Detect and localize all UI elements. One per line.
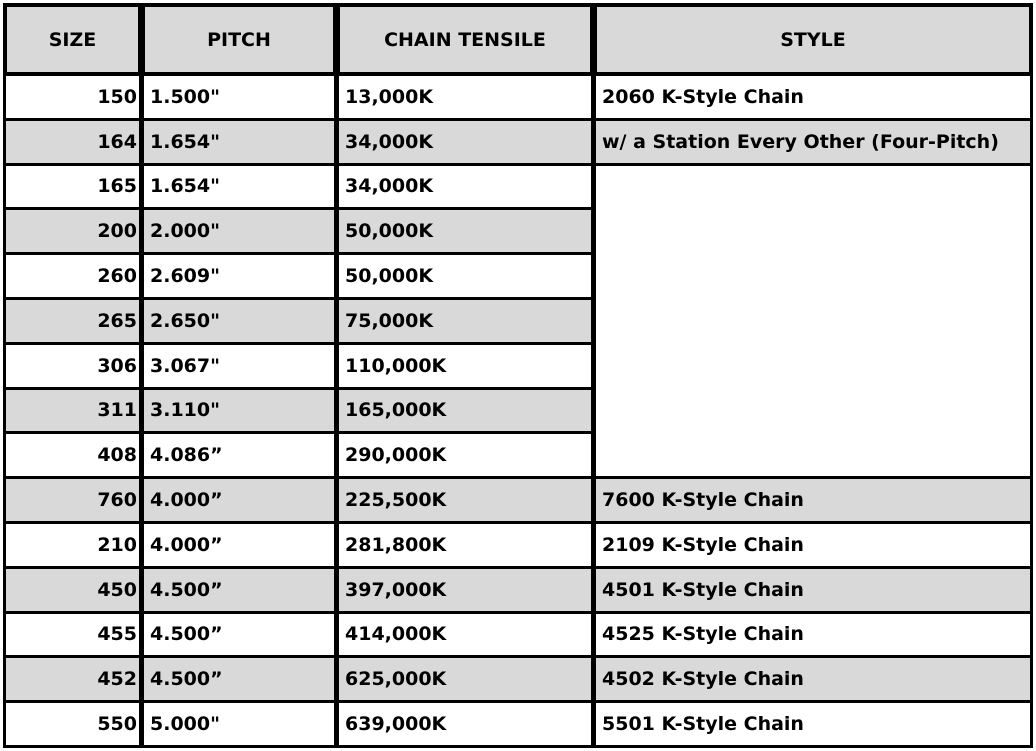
cell-pitch: 4.000” — [144, 479, 334, 521]
chain-spec-table — [3, 3, 1033, 748]
cell-pitch: 3.067" — [144, 345, 334, 387]
cell-tensile: 625,000K — [339, 658, 591, 700]
header-size: SIZE — [6, 6, 139, 73]
cell-size: 200 — [6, 210, 139, 252]
cell-pitch: 3.110" — [144, 390, 334, 432]
cell-tensile: 34,000K — [339, 121, 591, 163]
cell-style: 4502 K-Style Chain — [596, 658, 1030, 700]
cell-size: 311 — [6, 390, 139, 432]
cell-size: 210 — [6, 524, 139, 566]
cell-size: 165 — [6, 166, 139, 208]
cell-pitch: 1.654" — [144, 121, 334, 163]
cell-tensile: 50,000K — [339, 255, 591, 297]
cell-pitch: 2.609" — [144, 255, 334, 297]
cell-pitch: 5.000" — [144, 703, 334, 745]
cell-size: 450 — [6, 569, 139, 611]
cell-size: 452 — [6, 658, 139, 700]
cell-size: 265 — [6, 300, 139, 342]
cell-style: 4501 K-Style Chain — [596, 569, 1030, 611]
cell-pitch: 4.000” — [144, 524, 334, 566]
cell-tensile: 290,000K — [339, 434, 591, 476]
cell-tensile: 225,500K — [339, 479, 591, 521]
cell-style: 7600 K-Style Chain — [596, 479, 1030, 521]
cell-tensile: 34,000K — [339, 166, 591, 208]
cell-tensile: 397,000K — [339, 569, 591, 611]
cell-pitch: 4.086” — [144, 434, 334, 476]
cell-pitch: 2.650" — [144, 300, 334, 342]
cell-pitch: 2.000" — [144, 210, 334, 252]
cell-size: 550 — [6, 703, 139, 745]
cell-pitch: 4.500” — [144, 614, 334, 656]
cell-tensile: 281,800K — [339, 524, 591, 566]
cell-style-merged-blank — [596, 166, 1030, 477]
cell-tensile: 414,000K — [339, 614, 591, 656]
cell-pitch: 1.654" — [144, 166, 334, 208]
header-pitch: PITCH — [144, 6, 334, 73]
cell-pitch: 4.500” — [144, 658, 334, 700]
header-chain-tensile: CHAIN TENSILE — [339, 6, 591, 73]
cell-size: 260 — [6, 255, 139, 297]
cell-size: 408 — [6, 434, 139, 476]
cell-pitch: 1.500" — [144, 76, 334, 118]
cell-tensile: 75,000K — [339, 300, 591, 342]
cell-tensile: 639,000K — [339, 703, 591, 745]
cell-size: 164 — [6, 121, 139, 163]
cell-tensile: 13,000K — [339, 76, 591, 118]
cell-style: w/ a Station Every Other (Four-Pitch) — [596, 121, 1030, 163]
cell-tensile: 50,000K — [339, 210, 591, 252]
cell-style: 4525 K-Style Chain — [596, 614, 1030, 656]
cell-size: 150 — [6, 76, 139, 118]
cell-pitch: 4.500” — [144, 569, 334, 611]
header-style: STYLE — [596, 6, 1030, 73]
cell-style: 2109 K-Style Chain — [596, 524, 1030, 566]
cell-tensile: 165,000K — [339, 390, 591, 432]
cell-style: 2060 K-Style Chain — [596, 76, 1030, 118]
cell-tensile: 110,000K — [339, 345, 591, 387]
cell-size: 306 — [6, 345, 139, 387]
cell-size: 455 — [6, 614, 139, 656]
cell-style: 5501 K-Style Chain — [596, 703, 1030, 745]
cell-size: 760 — [6, 479, 139, 521]
